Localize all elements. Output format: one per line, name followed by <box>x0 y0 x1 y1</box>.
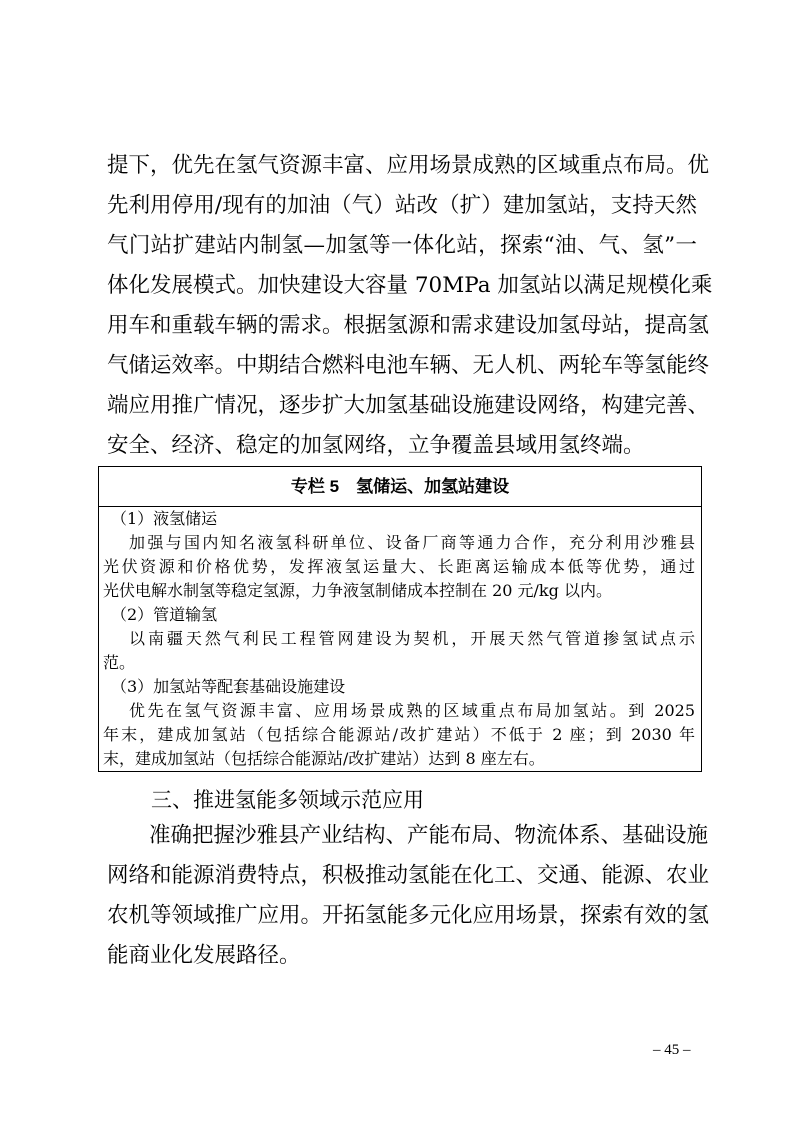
paragraph-line: 先利用停用/现有的加油（气）站改（扩）建加氢站，支持天然 <box>107 193 697 218</box>
page-number: – 45 – <box>653 1042 691 1058</box>
box-line: 年末，建成加氢站（包括综合能源站/改扩建站）不低于 2 座；到 2030 年 <box>103 725 695 744</box>
paragraph-line: 气门站扩建站内制氢—加氢等一体化站，探索“油、气、氢”一 <box>107 233 697 258</box>
paragraph-line: 安全、经济、稳定的加氢网络，立争覆盖县域用氢终端。 <box>107 433 645 458</box>
box-title: 专栏 5 氢储运、加氢站建设 <box>99 467 701 507</box>
paragraph-line: 端应用推广情况，逐步扩大加氢基础设施建设网络，构建完善、 <box>107 393 710 418</box>
paragraph-line: 气储运效率。中期结合燃料电池车辆、无人机、两轮车等氢能终 <box>107 353 710 378</box>
box-line: 优先在氢气资源丰富、应用场景成熟的区域重点布局加氢站。到 2025 <box>129 701 695 720</box>
section-heading: 三、推进氢能多领域示范应用 <box>151 788 424 812</box>
paragraph-line: 体化发展模式。加快建设大容量 70MPa 加氢站以满足规模化乘 <box>107 273 713 298</box>
box-line: 光伏电解水制氢等稳定氢源，力争液氢制储成本控制在 20 元/kg 以内。 <box>103 581 612 600</box>
paragraph-line: 用车和重载车辆的需求。根据氢源和需求建设加氢母站，提高氢 <box>107 313 710 338</box>
column-box <box>98 466 702 772</box>
box-subheading: （1）液氢储运 <box>111 509 218 528</box>
paragraph-line: 网络和能源消费特点，积极推动氢能在化工、交通、能源、农业 <box>107 863 710 888</box>
paragraph-line: 提下，优先在氢气资源丰富、应用场景成熟的区域重点布局。优 <box>107 153 710 178</box>
paragraph-line: 农机等领域推广应用。开拓氢能多元化应用场景，探索有效的氢 <box>107 903 710 928</box>
paragraph-line: 能商业化发展路径。 <box>107 943 301 968</box>
box-subheading: （2）管道输氢 <box>111 605 218 624</box>
paragraph-line: 准确把握沙雅县产业结构、产能布局、物流体系、基础设施 <box>149 823 709 848</box>
box-line: 加强与国内知名液氢科研单位、设备厂商等通力合作，充分利用沙雅县 <box>129 533 695 552</box>
box-subheading: （3）加氢站等配套基础设施建设 <box>111 677 346 696</box>
box-line: 以南疆天然气利民工程管网建设为契机，开展天然气管道掺氢试点示 <box>129 629 695 648</box>
box-line: 光伏资源和价格优势，发挥液氢运量大、长距离运输成本低等优势，通过 <box>103 557 695 576</box>
box-line: 末，建成加氢站（包括综合能源站/改扩建站）达到 8 座左右。 <box>103 749 545 768</box>
box-line: 范。 <box>103 653 136 672</box>
